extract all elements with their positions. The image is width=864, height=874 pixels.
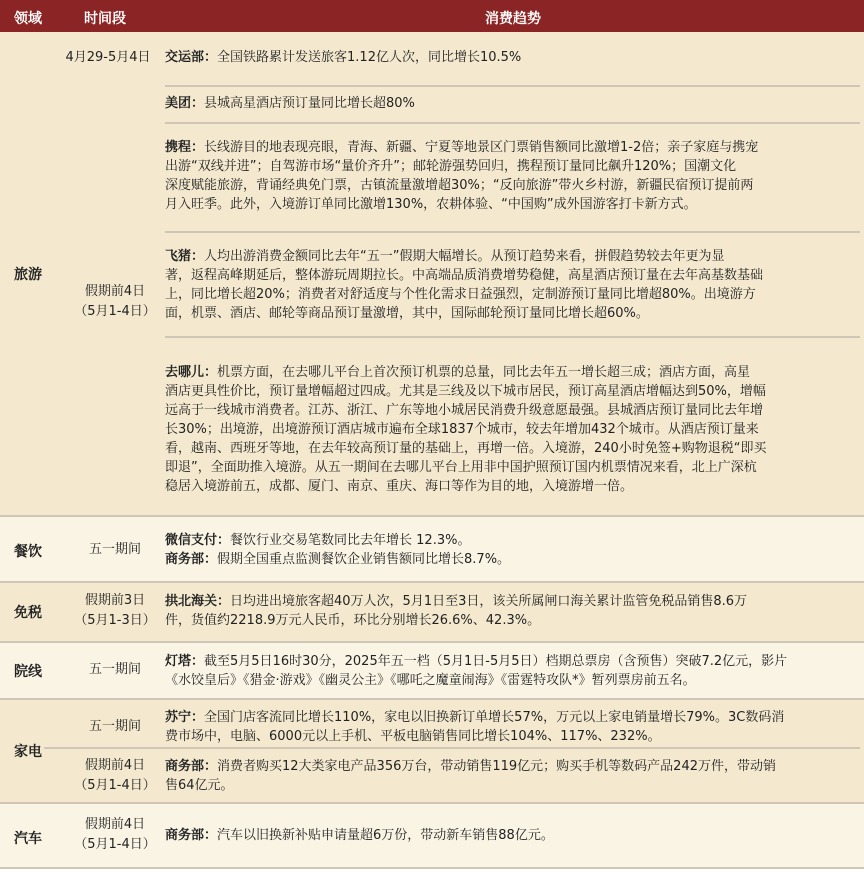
- entry-travel-4: [165, 363, 860, 496]
- entry-text: 人均出游消费金额同比去年“五一”假期大幅增长。从预订趋势来看，拼假趋势较去年更为显: [204, 249, 725, 264]
- entry-appliances-1: [165, 757, 860, 795]
- period-appliances-1: 五一期间: [88, 719, 141, 734]
- domain-travel: 旅游: [14, 267, 42, 283]
- entry-text: 餐饮行业交易笔数同比去年增长 12.3%。: [230, 533, 471, 548]
- entry-text: 长线游目的地表现亮眼，青海、新疆、宁夏等地景区门票销售额同比激增1-2倍；亲子家庭与携宠: [204, 140, 759, 155]
- period-travel-1: 4月29-5月4日: [65, 50, 151, 65]
- source-label: 商务部：: [165, 759, 218, 774]
- source-label: 去哪儿：: [165, 365, 218, 380]
- entry-text: 消费者购买12大类家电产品356万台，带动销售119亿元；购买手机等数码产品242万件，带动销: [217, 759, 776, 774]
- entry-text: 长30%；出境游，出境游预订酒店城市遍布全球1837个城市，较去年增加432个城市。从酒店预订量来: [165, 422, 759, 437]
- source-label: 商务部：: [165, 552, 218, 567]
- domain-dutyfree: 免税: [14, 605, 42, 621]
- entry-text: 汽车以旧换新补贴申请量超6万份，带动新车销售88亿元。: [217, 828, 554, 843]
- entry-text: 件，货值约2218.9万元人民币，环比分别增长26.6%、42.3%。: [165, 613, 541, 628]
- entry-text: 著，返程高峰期延后，整体游玩周期拉长。中高端品质消费增势稳健，高星酒店预订量在去年高基数基础: [165, 268, 764, 283]
- header-trend: 消费趋势: [485, 11, 541, 27]
- entry-text: 售64亿元。: [165, 778, 234, 793]
- entry-text: 即退”，全面助推入境游。从五一期间在去哪儿平台上用非中国护照预订国内机票情况来看，北上广深杭: [165, 460, 757, 475]
- entry-text: 面，机票、酒店、邮轮等商品预订量激增，其中，国际邮轮预订量同比增长超60%。: [165, 306, 649, 321]
- domain-dining: 餐饮: [14, 544, 42, 560]
- source-label: 苏宁：: [165, 710, 205, 725]
- source-label: 微信支付：: [165, 533, 231, 548]
- divider: [165, 85, 860, 87]
- entry-text: 出游“双线并进”；自驾游市场“量价齐升”；邮轮游强势回归，携程预订量同比飙升120%；国潮文化: [165, 159, 737, 174]
- source-label: 美团：: [165, 96, 205, 111]
- period-label: 假期前3日: [84, 593, 146, 608]
- header-period: 时间段: [84, 11, 126, 27]
- period-appliances-2: [55, 756, 175, 796]
- entry-travel-3: [165, 247, 860, 323]
- entry-text: 费市场中，电脑、6000元以上手机、平板电脑销售同比增长104%、117%、232%。: [165, 729, 661, 744]
- source-label: 拱北海关：: [165, 594, 231, 609]
- entry-text: 远高于一线城市消费者。江苏、浙江、广东等地小城居民消费升级意愿最强。县城酒店预订量同比去年增: [165, 403, 764, 418]
- entry-text: 月入旺季。此外，入境游订单同比激增130%，农耕体验、“中国购”成外国游客打卡新方式。: [165, 197, 697, 212]
- entry-text: 机票方面，在去哪儿平台上首次预订机票的总量，同比去年五一增长超三成；酒店方面，高星: [217, 365, 751, 380]
- header-domain: 领域: [14, 11, 42, 27]
- entry-appliances-0: [165, 708, 860, 746]
- period-dates: （5月1-4日）: [74, 304, 156, 319]
- entry-text: 酒店更具性价比，预订量增幅超过四成。尤其是三线及以下城市居民，预订高星酒店增幅达到50%，增幅: [165, 384, 766, 399]
- period-dates: （5月1-4日）: [74, 778, 156, 793]
- domain-cinema: 院线: [14, 664, 42, 680]
- divider: [0, 867, 864, 869]
- entry-auto: [165, 826, 860, 845]
- source-label: 携程：: [165, 140, 205, 155]
- entry-text: 日均进出境旅客超40万人次，5月1日至3日，该关所属闸口海关累计监管免税品销售8.6万: [230, 594, 748, 609]
- period-travel-2: [55, 282, 175, 322]
- source-label: 飞猪：: [165, 249, 205, 264]
- source-label: 交运部：: [165, 50, 218, 65]
- source-label: 灯塔：: [165, 654, 205, 669]
- entry-text: 深度赋能旅游，背诵经典免门票，古镇流量激增超30%；“反向旅游”带火乡村游，新疆民宿预订提前两: [165, 178, 754, 193]
- source-label: 商务部：: [165, 828, 218, 843]
- domain-auto: 汽车: [14, 831, 42, 847]
- entry-text: 县城高星酒店预订量同比增长超80%: [204, 96, 415, 111]
- entry-text: 稳居入境游前五，成都、厦门、南京、重庆、海口等作为目的地，入境游增一倍。: [165, 479, 634, 494]
- period-auto: [55, 815, 175, 855]
- table-header: [0, 0, 864, 32]
- period-cinema: 五一期间: [88, 662, 141, 677]
- entry-dining: [165, 531, 860, 569]
- divider: [44, 747, 860, 749]
- period-dutyfree: [55, 591, 175, 631]
- entry-text: 截至5月5日16时30分，2025年五一档（5月1日-5月5日）档期总票房（含预售）突破7.2亿元，影片: [204, 654, 788, 669]
- divider: [165, 231, 860, 233]
- period-label: 假期前4日: [84, 284, 146, 299]
- entry-text: 《水饺皇后》《猎金·游戏》《幽灵公主》《哪吒之魔童闹海》《雷霆特攻队*》暂列票房前五名。: [165, 673, 696, 688]
- divider: [165, 336, 860, 338]
- period-label: 假期前4日: [84, 758, 146, 773]
- entry-text: 全国门店客流同比增长110%，家电以旧换新订单增长57%，万元以上家电销量增长79%。3C数码消: [204, 710, 785, 725]
- entry-travel-1: [165, 94, 860, 113]
- divider: [165, 122, 860, 124]
- period-dates: （5月1-3日）: [74, 613, 156, 628]
- entry-cinema: [165, 652, 860, 690]
- period-dates: （5月1-4日）: [74, 837, 156, 852]
- period-dining: 五一期间: [88, 542, 141, 557]
- entry-dutyfree: [165, 592, 860, 630]
- domain-appliances: 家电: [14, 744, 42, 760]
- entry-text: 假期全国重点监测餐饮企业销售额同比增长8.7%。: [217, 552, 511, 567]
- period-label: 假期前4日: [84, 817, 146, 832]
- entry-text: 全国铁路累计发送旅客1.12亿人次，同比增长10.5%: [217, 50, 522, 65]
- entry-travel-2: [165, 138, 860, 214]
- entry-text: 上，同比增长超20%；消费者对舒适度与个性化需求日益强烈，定制游预订量同比增超80%。出境游方: [165, 287, 756, 302]
- entry-text: 看，越南、西班牙等地，在去年较高预订量的基础上，再增一倍。入境游，240小时免签+购物退税“即买: [165, 441, 767, 456]
- entry-travel-0: [165, 48, 860, 67]
